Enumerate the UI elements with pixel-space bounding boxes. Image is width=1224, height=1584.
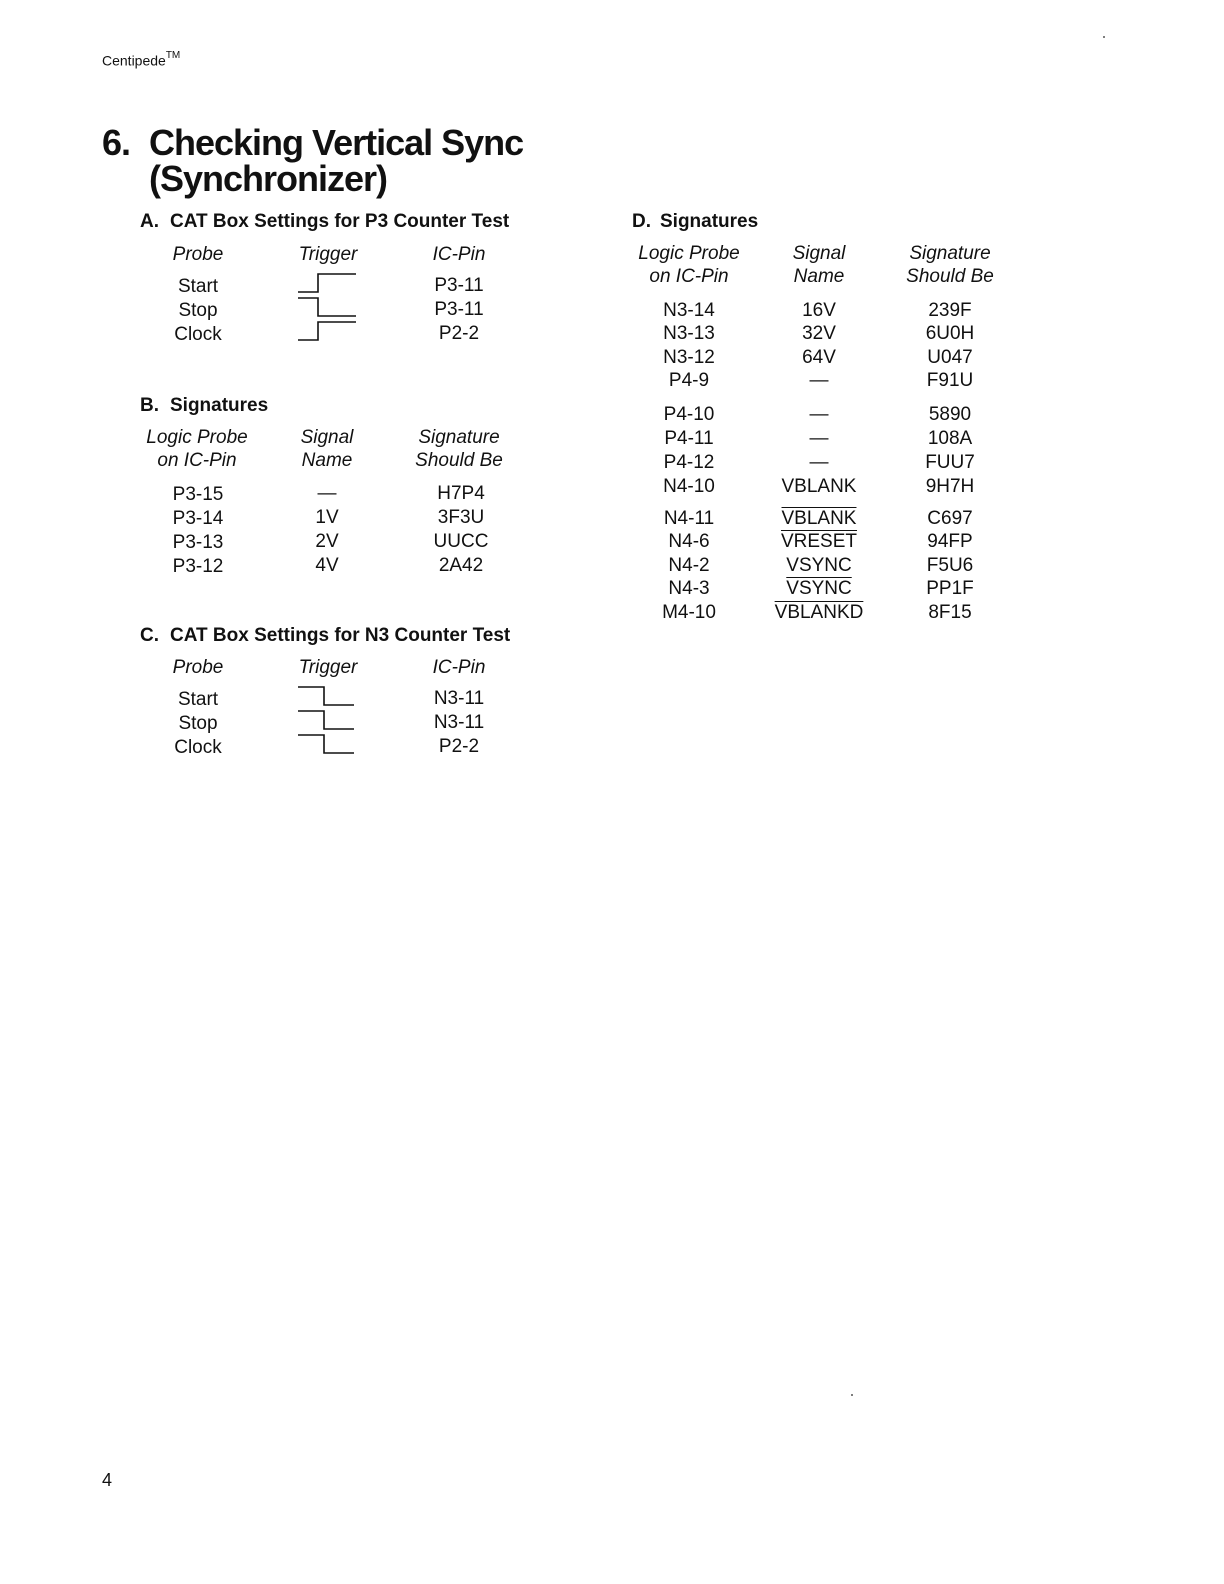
table-cell: P3-14 [172,508,224,529]
table-cell: N3-12 [663,347,715,368]
table-cell: H7P4 [437,483,485,504]
section-c-pin-clock: P2-2 [438,736,480,757]
table-cell: 4V [315,555,339,576]
table-cell: 3F3U [437,507,485,528]
rising-edge-trigger-icon [296,319,360,343]
section-a-probe-header: Probe [172,244,224,265]
header-line: on IC-Pin [649,266,729,287]
table-cell [764,601,874,624]
section-a-probe-start: Start [177,276,219,297]
header-line: Logic Probe [638,243,740,264]
table-cell: 239F [928,300,972,321]
section-b-heading [140,395,268,417]
table-cell: P3-13 [172,532,224,553]
section-c-title: CAT Box Settings for N3 Counter Test [170,625,511,646]
table-cell: 94FP [927,531,973,552]
table-cell: FUU7 [925,452,975,473]
running-header [102,52,180,69]
section-d-heading [632,211,758,233]
table-cell: N4-10 [663,476,715,497]
table-cell: — [317,483,337,504]
table-cell: P3-15 [172,484,224,505]
section-b-title: Signatures [170,395,269,416]
header-line: Logic Probe [146,427,248,448]
header-line: on IC-Pin [157,450,237,471]
table-cell [764,507,874,530]
table-cell: C697 [927,508,973,529]
overlined-signal-name: VBLANKD [774,602,864,623]
table-cell: P4-10 [663,404,715,425]
section-c-probe-header: Probe [172,657,224,678]
section-c-pin-start: N3-11 [433,688,485,709]
table-cell: VSYNC [786,555,852,576]
header-line: Name [301,450,353,471]
scan-speck [851,1394,853,1396]
table-cell: P4-11 [664,428,714,449]
title-line-2: (Synchronizer) [149,158,388,199]
table-cell: — [809,428,829,449]
falling-edge-trigger-icon [296,708,360,732]
rising-edge-trigger-icon [296,271,360,295]
table-cell: 1V [315,507,339,528]
section-c-probe-start: Start [177,689,219,710]
table-cell: P3-12 [172,556,224,577]
table-cell: 5890 [928,404,972,425]
table-cell: UUCC [433,531,489,552]
section-c-probe-clock: Clock [174,737,222,758]
section-a-probe-clock: Clock [174,324,222,345]
table-cell: F5U6 [926,555,974,576]
table-cell: — [809,452,829,473]
falling-edge-trigger-icon [296,732,360,756]
section-b-letter: B. [140,395,159,416]
table-cell: N3-14 [663,300,715,321]
table-cell: N3-13 [663,323,715,344]
overlined-signal-name: VSYNC [786,578,852,599]
section-d-title: Signatures [660,211,759,232]
section-a-pin-clock: P2-2 [438,323,480,344]
table-cell: N4-6 [668,531,710,552]
header-line: Signature [418,427,500,448]
header-line: Signal [300,427,354,448]
section-c-trigger-header: Trigger [298,657,358,678]
table-cell: 108A [927,428,973,449]
table-cell: 2A42 [438,555,484,576]
table-cell: 32V [802,323,836,344]
table-cell: 2V [315,531,339,552]
section-a-letter: A. [140,211,159,232]
section-b-signature-header [399,426,519,472]
section-b-probe-header [133,426,261,472]
section-c-pin-stop: N3-11 [433,712,485,733]
table-cell [764,530,874,553]
table-cell: M4-10 [662,602,716,623]
falling-edge-trigger-icon [296,684,360,708]
section-a-trigger-header: Trigger [298,244,358,265]
section-d-probe-header [624,242,754,288]
header-line: Should Be [415,450,503,471]
table-cell: N4-3 [668,578,710,599]
table-cell: VBLANK [781,476,857,497]
section-c-heading [140,625,510,647]
header-line: Should Be [906,266,994,287]
table-cell: PP1F [926,578,974,599]
section-a-icpin-header: IC-Pin [432,244,486,265]
header-line: Signature [909,243,991,264]
table-cell: U047 [927,347,973,368]
section-a-pin-stop: P3-11 [434,299,484,320]
falling-edge-trigger-icon [296,295,360,319]
trademark-mark: TM [165,50,181,61]
overlined-signal-name: VRESET [780,531,858,552]
table-cell: 8F15 [928,602,972,623]
table-cell: P4-12 [663,452,715,473]
page-number: 4 [102,1470,113,1490]
table-cell: — [809,370,829,391]
overlined-signal-name: VBLANK [781,508,857,529]
header-title: Centipede [102,52,166,69]
table-cell: N4-11 [663,508,715,529]
title-line-1: Checking Vertical Sync [149,122,524,163]
header-line: Name [793,266,845,287]
table-cell: P4-9 [668,370,710,391]
section-c-icpin-header: IC-Pin [432,657,486,678]
section-d-signature-header [890,242,1010,288]
section-a-title: CAT Box Settings for P3 Counter Test [170,211,510,232]
section-a-heading [140,211,509,233]
section-d-letter: D. [632,211,651,232]
page-title [102,122,524,199]
section-a-pin-start: P3-11 [434,275,484,296]
section-d-signal-header [764,242,874,288]
table-cell: — [809,404,829,425]
header-line: Signal [792,243,846,264]
table-cell: 64V [802,347,836,368]
section-number: 6. [102,122,131,163]
table-cell: F91U [926,370,974,391]
table-cell: 16V [802,300,836,321]
table-cell [764,577,874,600]
section-c-probe-stop: Stop [178,713,218,734]
scan-speck [1103,36,1105,38]
section-c-letter: C. [140,625,159,646]
section-b-signal-header [272,426,382,472]
section-a-probe-stop: Stop [178,300,218,321]
table-cell: N4-2 [668,555,710,576]
table-cell: 9H7H [925,476,975,497]
table-cell: 6U0H [925,323,975,344]
